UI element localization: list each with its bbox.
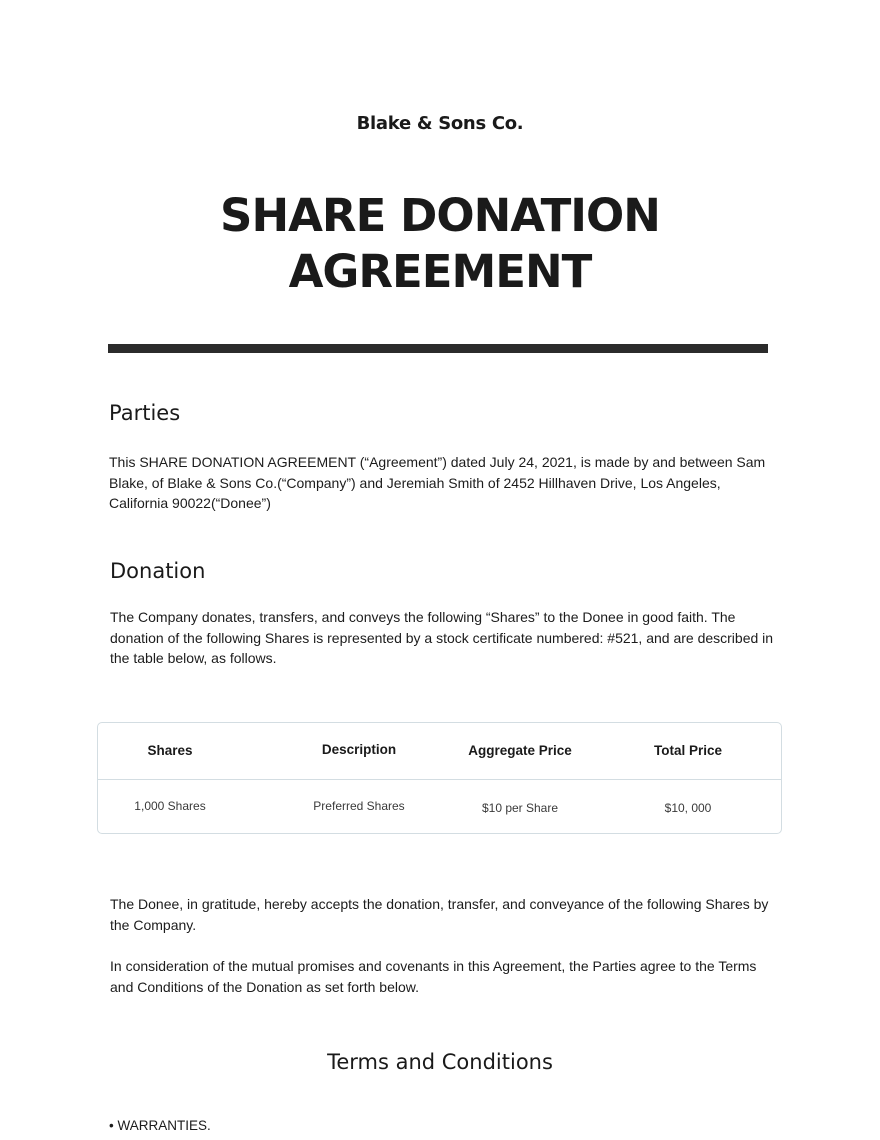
table-header-cell: Aggregate Price (468, 743, 572, 758)
parties-paragraph: This SHARE DONATION AGREEMENT (“Agreement”) dated July 24, 2021, is made by and between Sam Blake, of Blake & Sons Co.(“Company”) and Jeremiah Smith of 2452 Hillhaven Drive, Los Angeles, California 90022(“Donee”) (109, 454, 766, 511)
company-name: Blake & Sons Co. (356, 113, 524, 134)
consideration-paragraph: In consideration of the mutual promises and covenants in this Agreement, the Parties agree to the Terms and Conditions of the Donation as set forth below. (110, 958, 757, 995)
list-item: • WARRANTIES. (109, 1118, 211, 1133)
table-cell: Preferred Shares (313, 799, 405, 813)
table-header-row (98, 723, 781, 780)
table-header-cell: Description (321, 742, 397, 757)
title-line-1: SHARE DONATION (220, 189, 660, 242)
parties-heading: Parties (109, 401, 181, 425)
shares-table (97, 722, 782, 834)
terms-heading: Terms and Conditions (327, 1050, 553, 1074)
table-header-cell: Total Price (653, 743, 723, 758)
table-cell: $10, 000 (664, 801, 712, 815)
table-cell: 1,000 Shares (134, 799, 206, 813)
donation-paragraph: The Company donates, transfers, and conveys the following “Shares” to the Donee in good faith. The donation of the following Shares is represented by a stock certificate numbered: #521, and are described in the table below, as follows. (110, 609, 774, 666)
document-title (140, 188, 740, 300)
title-line-2: AGREEMENT (288, 245, 592, 298)
donation-heading: Donation (110, 559, 206, 583)
table-header-cell: Shares (147, 743, 193, 758)
title-divider (108, 344, 768, 353)
table-cell: $10 per Share (481, 801, 559, 815)
acceptance-paragraph: The Donee, in gratitude, hereby accepts the donation, transfer, and conveyance of the following Shares by the Company. (110, 896, 769, 933)
